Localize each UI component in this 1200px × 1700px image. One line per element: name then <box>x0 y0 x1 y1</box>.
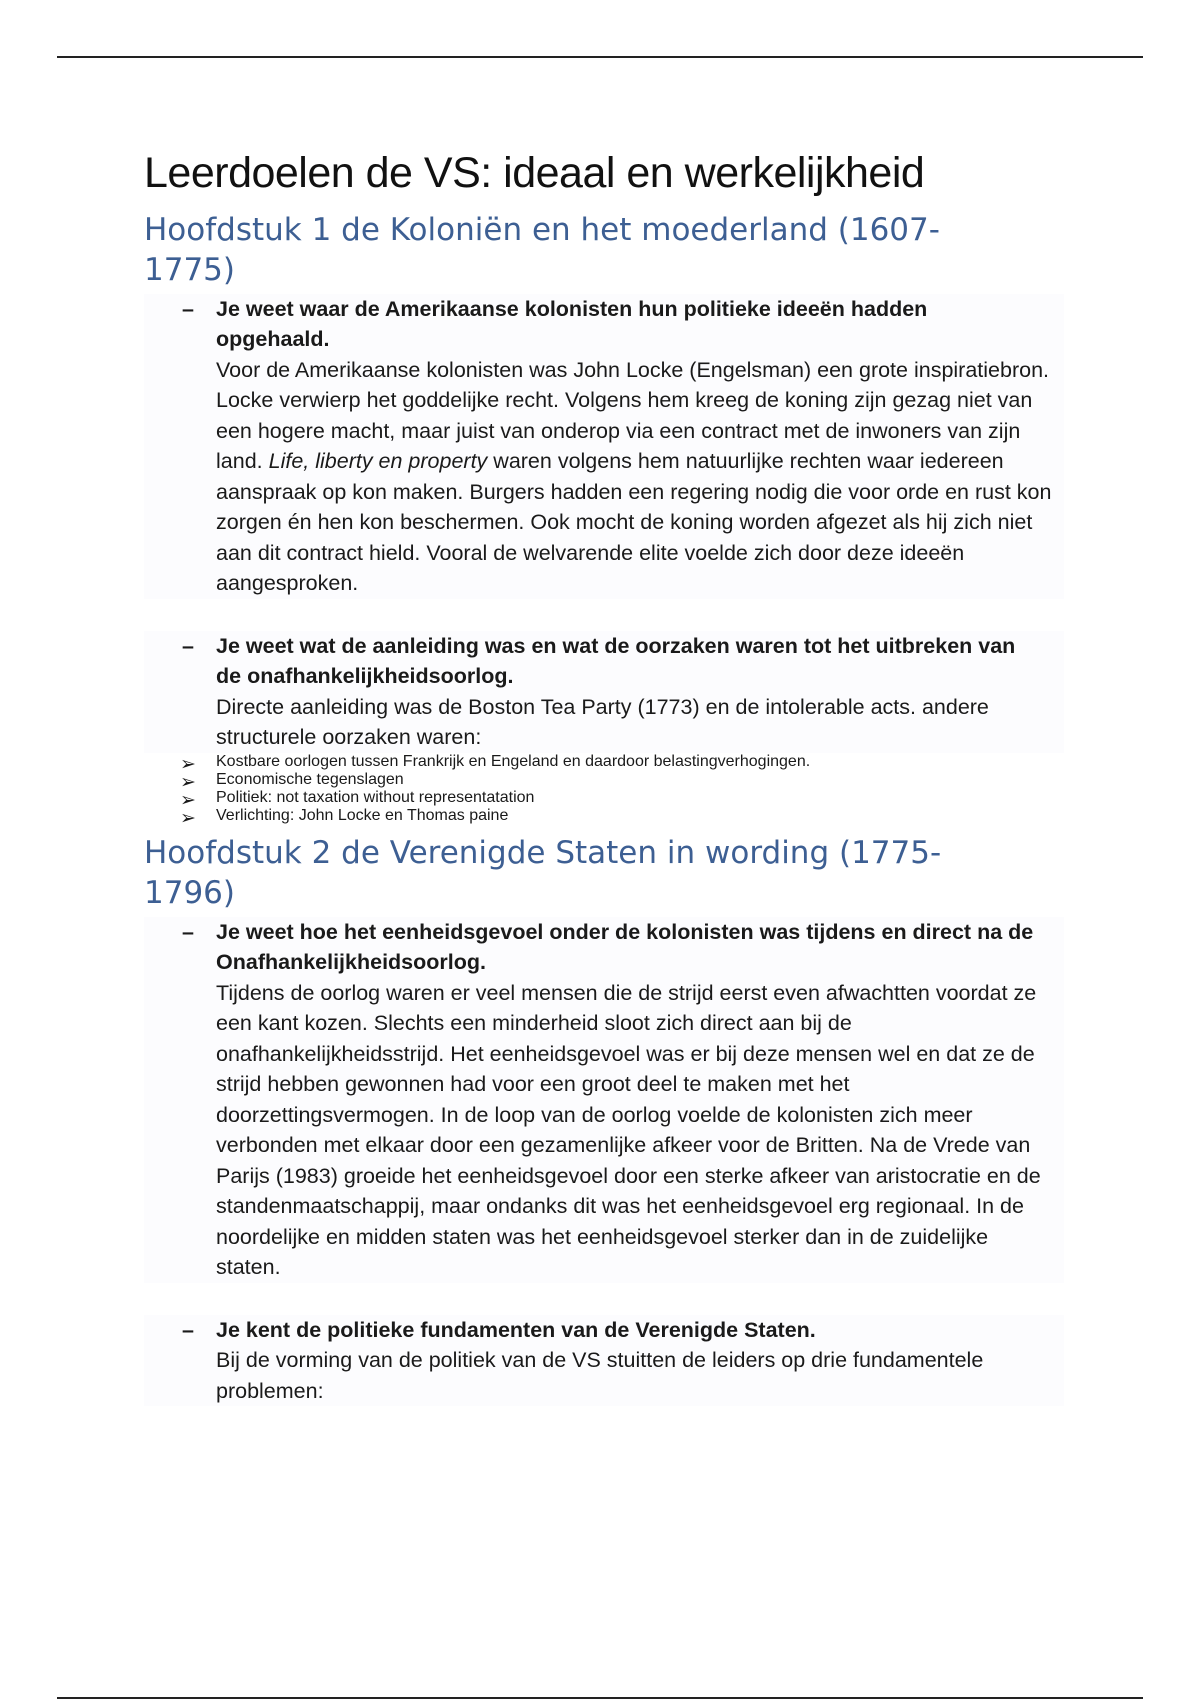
top-rule <box>57 56 1143 58</box>
italic-phrase: Life, liberty en property <box>268 449 488 474</box>
arrow-bullet-icon: ➢ <box>180 771 196 793</box>
learning-goal-question: Je kent de politieke fundamenten van de Verenigde Staten. <box>216 1317 816 1342</box>
learning-goal-answer: Tijdens de oorlog waren er veel mensen die de strijd eerst even afwachtten voordat ze een kant kozen. Slechts een minderheid sloot zich direct aan bij de onafhankelijkheidsstrijd. Het eenheidsgevoel was er bij deze mensen wel en dat ze de strijd hebben gewonnen had voor een groot deel te maken met het doorzettingsvermogen. In de loop van de oorlog voelde de kolonisten zich meer verbonden met elkaar door een gezamenlijke afkeer voor de Britten. Na de Vrede van Parijs (1983) groeide het eenheidsgevoel door een sterke afkeer van aristocratie en de standenmaatschappij, maar ondanks dit was het eenheidsgevoel erg regionaal. In de noordelijke en midden staten was het eenheidsgevoel sterker dan in de zuidelijke staten. <box>216 980 1041 1280</box>
learning-goal-question: Je weet waar de Amerikaanse kolonisten hun politieke ideeën hadden opgehaald. <box>216 296 928 352</box>
chapter-2-item-1 <box>144 917 1064 1283</box>
spacer <box>144 599 1064 627</box>
list-item: ➢ Verlichting: John Locke en Thomas paine <box>180 806 509 829</box>
document-body <box>144 148 1064 1406</box>
dash-marker: – <box>182 633 194 658</box>
list-item: ➢ Economische tegenslagen <box>180 770 404 793</box>
chapter-2-item-2 <box>144 1315 1064 1407</box>
bottom-rule <box>57 1697 1143 1699</box>
chapter-1-item-1 <box>144 294 1064 599</box>
arrow-bullet-icon: ➢ <box>180 807 196 829</box>
arrow-bullet-icon: ➢ <box>180 753 196 775</box>
list-item: ➢ Kostbare oorlogen tussen Frankrijk en Engeland en daardoor belastingverhogingen. <box>180 752 811 775</box>
dash-marker: – <box>182 1317 194 1342</box>
arrow-bullet-icon: ➢ <box>180 789 196 811</box>
learning-goal-question: Je weet hoe het eenheidsgevoel onder de kolonisten was tijdens en direct na de Onafhankelijkheidsoorlog. <box>216 919 1034 975</box>
dash-marker: – <box>182 296 194 321</box>
chapter-1-heading: Hoofdstuk 1 de Koloniën en het moederland (1607-1775) <box>144 211 940 288</box>
learning-goal-answer: Directe aanleiding was de Boston Tea Party (1773) en de intolerable acts. andere structurele oorzaken waren: <box>216 694 989 750</box>
spacer <box>144 1283 1064 1311</box>
chapter-1-item-2 <box>144 631 1064 753</box>
learning-goal-answer: Voor de Amerikaanse kolonisten was John Locke (Engelsman) een grote inspiratiebron. Locke verwierp het goddelijke recht. Volgens hem kreeg de koning zijn gezag niet van een hogere macht, maar juist van onderop via een contract met de inwoners van zijn land. Life, liberty en property waren volgens hem natuurlijke rechten waar iedereen aanspraak op kon maken. Burgers hadden een regering nodig die voor orde en rust kon zorgen én hen kon beschermen. Ook mocht de koning worden afgezet als hij zich niet aan dit contract hield. Vooral de welvarende elite voelde zich door deze ideeën aangesproken. <box>216 357 1052 596</box>
dash-marker: – <box>182 919 194 944</box>
cause-list <box>144 752 996 829</box>
learning-goal-question: Je weet wat de aanleiding was en wat de oorzaken waren tot het uitbreken van de onafhankelijkheidsoorlog. <box>216 633 1016 689</box>
list-item: ➢ Politiek: not taxation without representatation <box>180 788 535 811</box>
chapter-2-heading: Hoofdstuk 2 de Verenigde Staten in wording (1775-1796) <box>144 834 942 911</box>
learning-goal-answer: Bij de vorming van de politiek van de VS stuitten de leiders op drie fundamentele problemen: <box>216 1348 984 1403</box>
page-title: Leerdoelen de VS: ideaal en werkelijkheid <box>144 149 925 197</box>
